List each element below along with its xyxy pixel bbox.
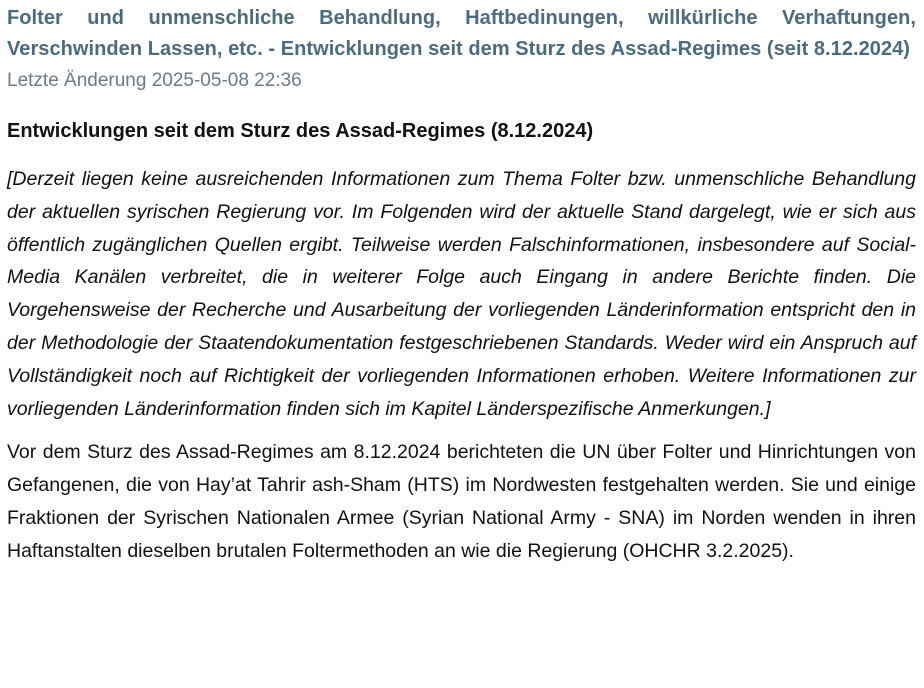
document-title: Folter und unmenschliche Behandlung, Haftbedinungen, willkürliche Verhaftungen, Verschwinden Lassen, etc. - Entwicklungen seit dem Sturz des Assad-Regimes (seit 8.12.2024) xyxy=(7,7,916,60)
document-page xyxy=(0,3,924,568)
body-paragraph: Vor dem Sturz des Assad-Regimes am 8.12.2024 berichteten die UN über Folter und Hinrichtungen von Gefangenen, die von Hay’at Tahrir ash-Sham (HTS) im Nordwesten festgehalten werden. Sie und einige Fraktionen der Syrischen Nationalen Armee (Syrian National Army - SNA) im Norden wenden in ihren Haftanstalten dieselben brutalen Foltermethoden an wie die Regierung (OHCHR 3.2.2025). xyxy=(7,441,916,562)
editorial-note: [Derzeit liegen keine ausreichenden Informationen zum Thema Folter bzw. unmenschliche Behandlung der aktuellen syrischen Regierung vor. Im Folgenden wird der aktuelle Stand dargelegt, wie er sich aus öffentlich zugänglichen Quellen ergibt. Teilweise werden Falschinformationen, insbesondere auf Social-Media Kanälen verbreitet, die in weiterer Folge auch Eingang in andere Berichte finden. Die Vorgehensweise der Recherche und Ausarbeitung der vorliegenden Länderinformation entspricht den in der Methodologie der Staatendokumentation festgeschriebenen Standards. Weder wird ein Anspruch auf Vollständigkeit noch auf Richtigkeit der vorliegenden Informationen erhoben. Weitere Informationen zur vorliegenden Länderinformation finden sich im Kapitel Länderspezifische Anmerkungen.] xyxy=(7,168,916,420)
last-modified-date: Letzte Änderung 2025-05-08 22:36 xyxy=(7,70,302,91)
section-heading: Entwicklungen seit dem Sturz des Assad-Regimes (8.12.2024) xyxy=(7,120,594,142)
